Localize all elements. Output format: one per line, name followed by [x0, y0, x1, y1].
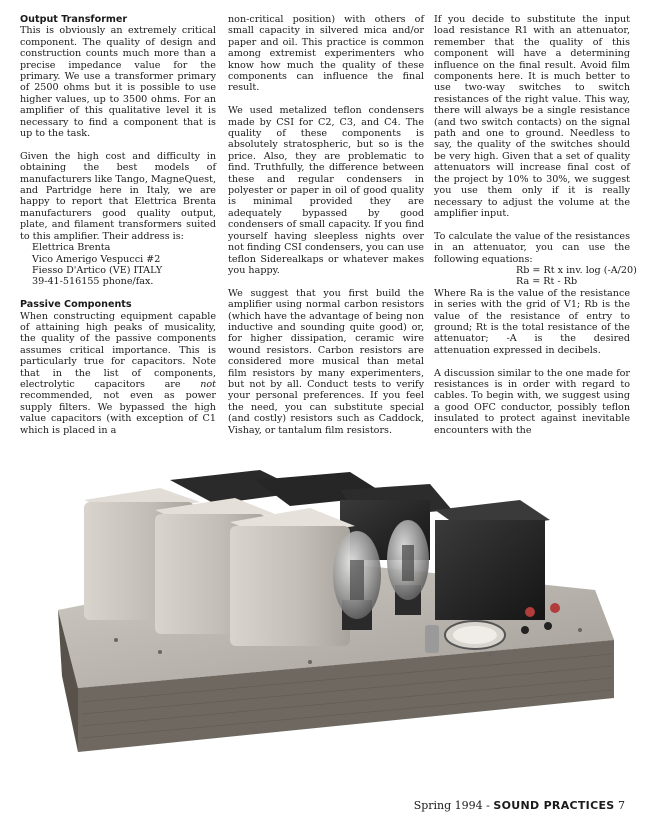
issue-date: Spring 1994 -	[413, 799, 494, 812]
paragraph: This is obviously an extremely critical component. The quality of design and construction counts much more than a precise impedance value for the primary. We use a transformer primary of 2500 ohms but it is possible to use higher values, up to 3500 ohms. For an amplifier of this qualitative level it is necessary to find a component that is up to the task.	[20, 25, 216, 140]
paragraph: We used metalized teflon condensers made by CSI for C2, C3, and C4. The quality of these components is absolutely stratospheric, but so is the price. Also, they are problematic to find. Truthfully, the difference between these and regular condensers in polyester or paper in oil of good quality is minimal provided they are adequately bypassed by good condensers of small capacity. If you find yourself having sleepless nights over not finding CSI condensers, you can use teflon Siderealkaps or whatever makes you happy.	[228, 105, 424, 276]
equation: Rb = Rt x inv. log (-A/20)	[516, 264, 637, 276]
column-1	[20, 14, 216, 436]
paragraph: When constructing equipment capable of attaining high peaks of musicality, the quality of the passive components assumes critical importance. This is particularly true for capacitors. Note that in the list of components, electrolytic capacitors are not recommended, not even as power supply filters. We bypassed the high value capacitors (with exception of C1 which is placed in a	[20, 310, 216, 436]
paragraph: non-critical position) with others of small capacity in silvered mica and/or paper and oil. This practice is common among extremist experimenters who know how much the quality of these components can influence the final result.	[228, 14, 424, 94]
magazine-title: SOUND PRACTICES	[493, 799, 615, 812]
address-line: 39-41-516155 phone/fax.	[32, 276, 154, 288]
manufacturer-address	[20, 242, 216, 288]
page-footer	[414, 799, 625, 812]
address-line: Elettrica Brenta	[32, 242, 111, 254]
page-number: 7	[614, 799, 625, 812]
equation: Ra = Rt - Rb	[516, 276, 578, 288]
paragraph: Given the high cost and difficulty in obtaining the best models of manufacturers like Tango, MagneQuest, and Partridge here in Italy, we are happy to report that Elettrica Brenta manufacturers good quality output, plate, and filament transformers suited to this amplifier. Their address is:	[20, 150, 217, 242]
heading-output-transformer: Output Transformer	[20, 14, 128, 25]
address-line: Vico Amerigo Vespucci #2	[32, 253, 161, 265]
emphasis: not	[200, 378, 216, 390]
paragraph: A discussion similar to the one made for resistances is in order with regard to cables. To begin with, we suggest using a good OFC conductor, possibly teflon insulated to protect against inevitable encounters with the	[434, 367, 630, 436]
address-line: Fiesso D'Artico (VE) ITALY	[32, 264, 163, 276]
column-2	[228, 14, 424, 436]
amplifier-photo	[20, 440, 632, 790]
paragraph: We suggest that you first build the amplifier using normal carbon resistors (which have the advantage of being non inductive and sounding quite good) or, for higher dissipation, ceramic wire wound resistors. Carbon resistors are considered more musical than metal film resistors by many experimenters, but not by all. Conduct tests to verify your personal preferences. If you feel the need, you can substitute special (and costly) resistors such as Caddock, Vishay, or tantalum film resistors.	[228, 287, 424, 436]
paragraph: To calculate the value of the resistances in an attenuator, you can use the following equations:	[434, 230, 630, 265]
column-3	[434, 14, 637, 436]
equations	[434, 264, 637, 288]
heading-passive-components: Passive Components	[20, 299, 132, 311]
paragraph: Where Ra is the value of the resistance in series with the grid of V1; Rb is the value of the resistance of entry to ground; Rt is the total resistance of the attenuator; -A is the desired attenuation expressed in decibels.	[434, 287, 630, 356]
paragraph: If you decide to substitute the input load resistance R1 with an attenuator, remember that the quality of this component will have a determining influence on the final result. Avoid film components here. It is much better to use two-way switches to switch resistances of the right value. This way, there will always be a single resistance (and two switch contacts) on the signal path and one to ground. Needless to say, the quality of the switches should be very high. Given that a set of quality attenuators will increase final cost of the project by 10% to 30%, we suggest you use them only if it is really necessary to adjust the volume at the amplifier input.	[434, 14, 630, 219]
